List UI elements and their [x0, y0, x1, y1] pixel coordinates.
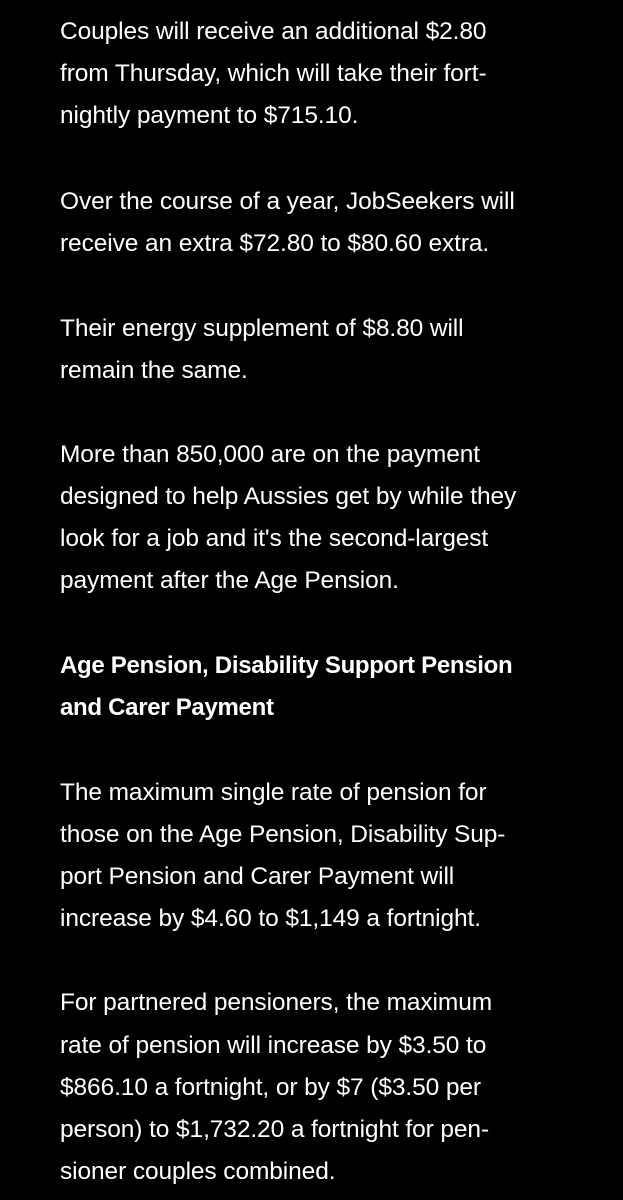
paragraph-line: sioner couples combined. [60, 1158, 336, 1185]
paragraph-line: designed to help Aussies get by while they [60, 483, 517, 510]
heading-line: and Carer Payment [60, 694, 274, 721]
paragraph-line: payment after the Age Pension. [60, 567, 399, 594]
paragraph-line: Couples will receive an additional $2.80 [60, 18, 487, 45]
paragraph-line: from Thursday, which will take their fort- [60, 60, 487, 87]
paragraph-line: $866.10 a fortnight, or by $7 ($3.50 per [60, 1074, 481, 1101]
paragraph-line: rate of pension will increase by $3.50 to [60, 1032, 487, 1059]
paragraph-line: Over the course of a year, JobSeekers will [60, 188, 515, 215]
paragraph-line: nightly payment to $715.10. [60, 102, 359, 129]
heading-line: Age Pension, Disability Support Pension [60, 652, 513, 679]
paragraph-line: The maximum single rate of pension for [60, 779, 487, 806]
paragraph-line: look for a job and it's the second-largest [60, 525, 489, 552]
paragraph-line: remain the same. [60, 357, 248, 384]
paragraph-line: More than 850,000 are on the payment [60, 441, 480, 468]
paragraph-line: person) to $1,732.20 a fortnight for pen- [60, 1116, 490, 1143]
paragraph-line: Their energy supplement of $8.80 will [60, 315, 464, 342]
paragraph-line: receive an extra $72.80 to $80.60 extra. [60, 230, 490, 257]
paragraph-line: increase by $4.60 to $1,149 a fortnight. [60, 905, 481, 932]
paragraph-line: For partnered pensioners, the maximum [60, 989, 493, 1016]
paragraph-line: port Pension and Carer Payment will [60, 863, 455, 890]
paragraph-line: those on the Age Pension, Disability Sup- [60, 821, 506, 848]
